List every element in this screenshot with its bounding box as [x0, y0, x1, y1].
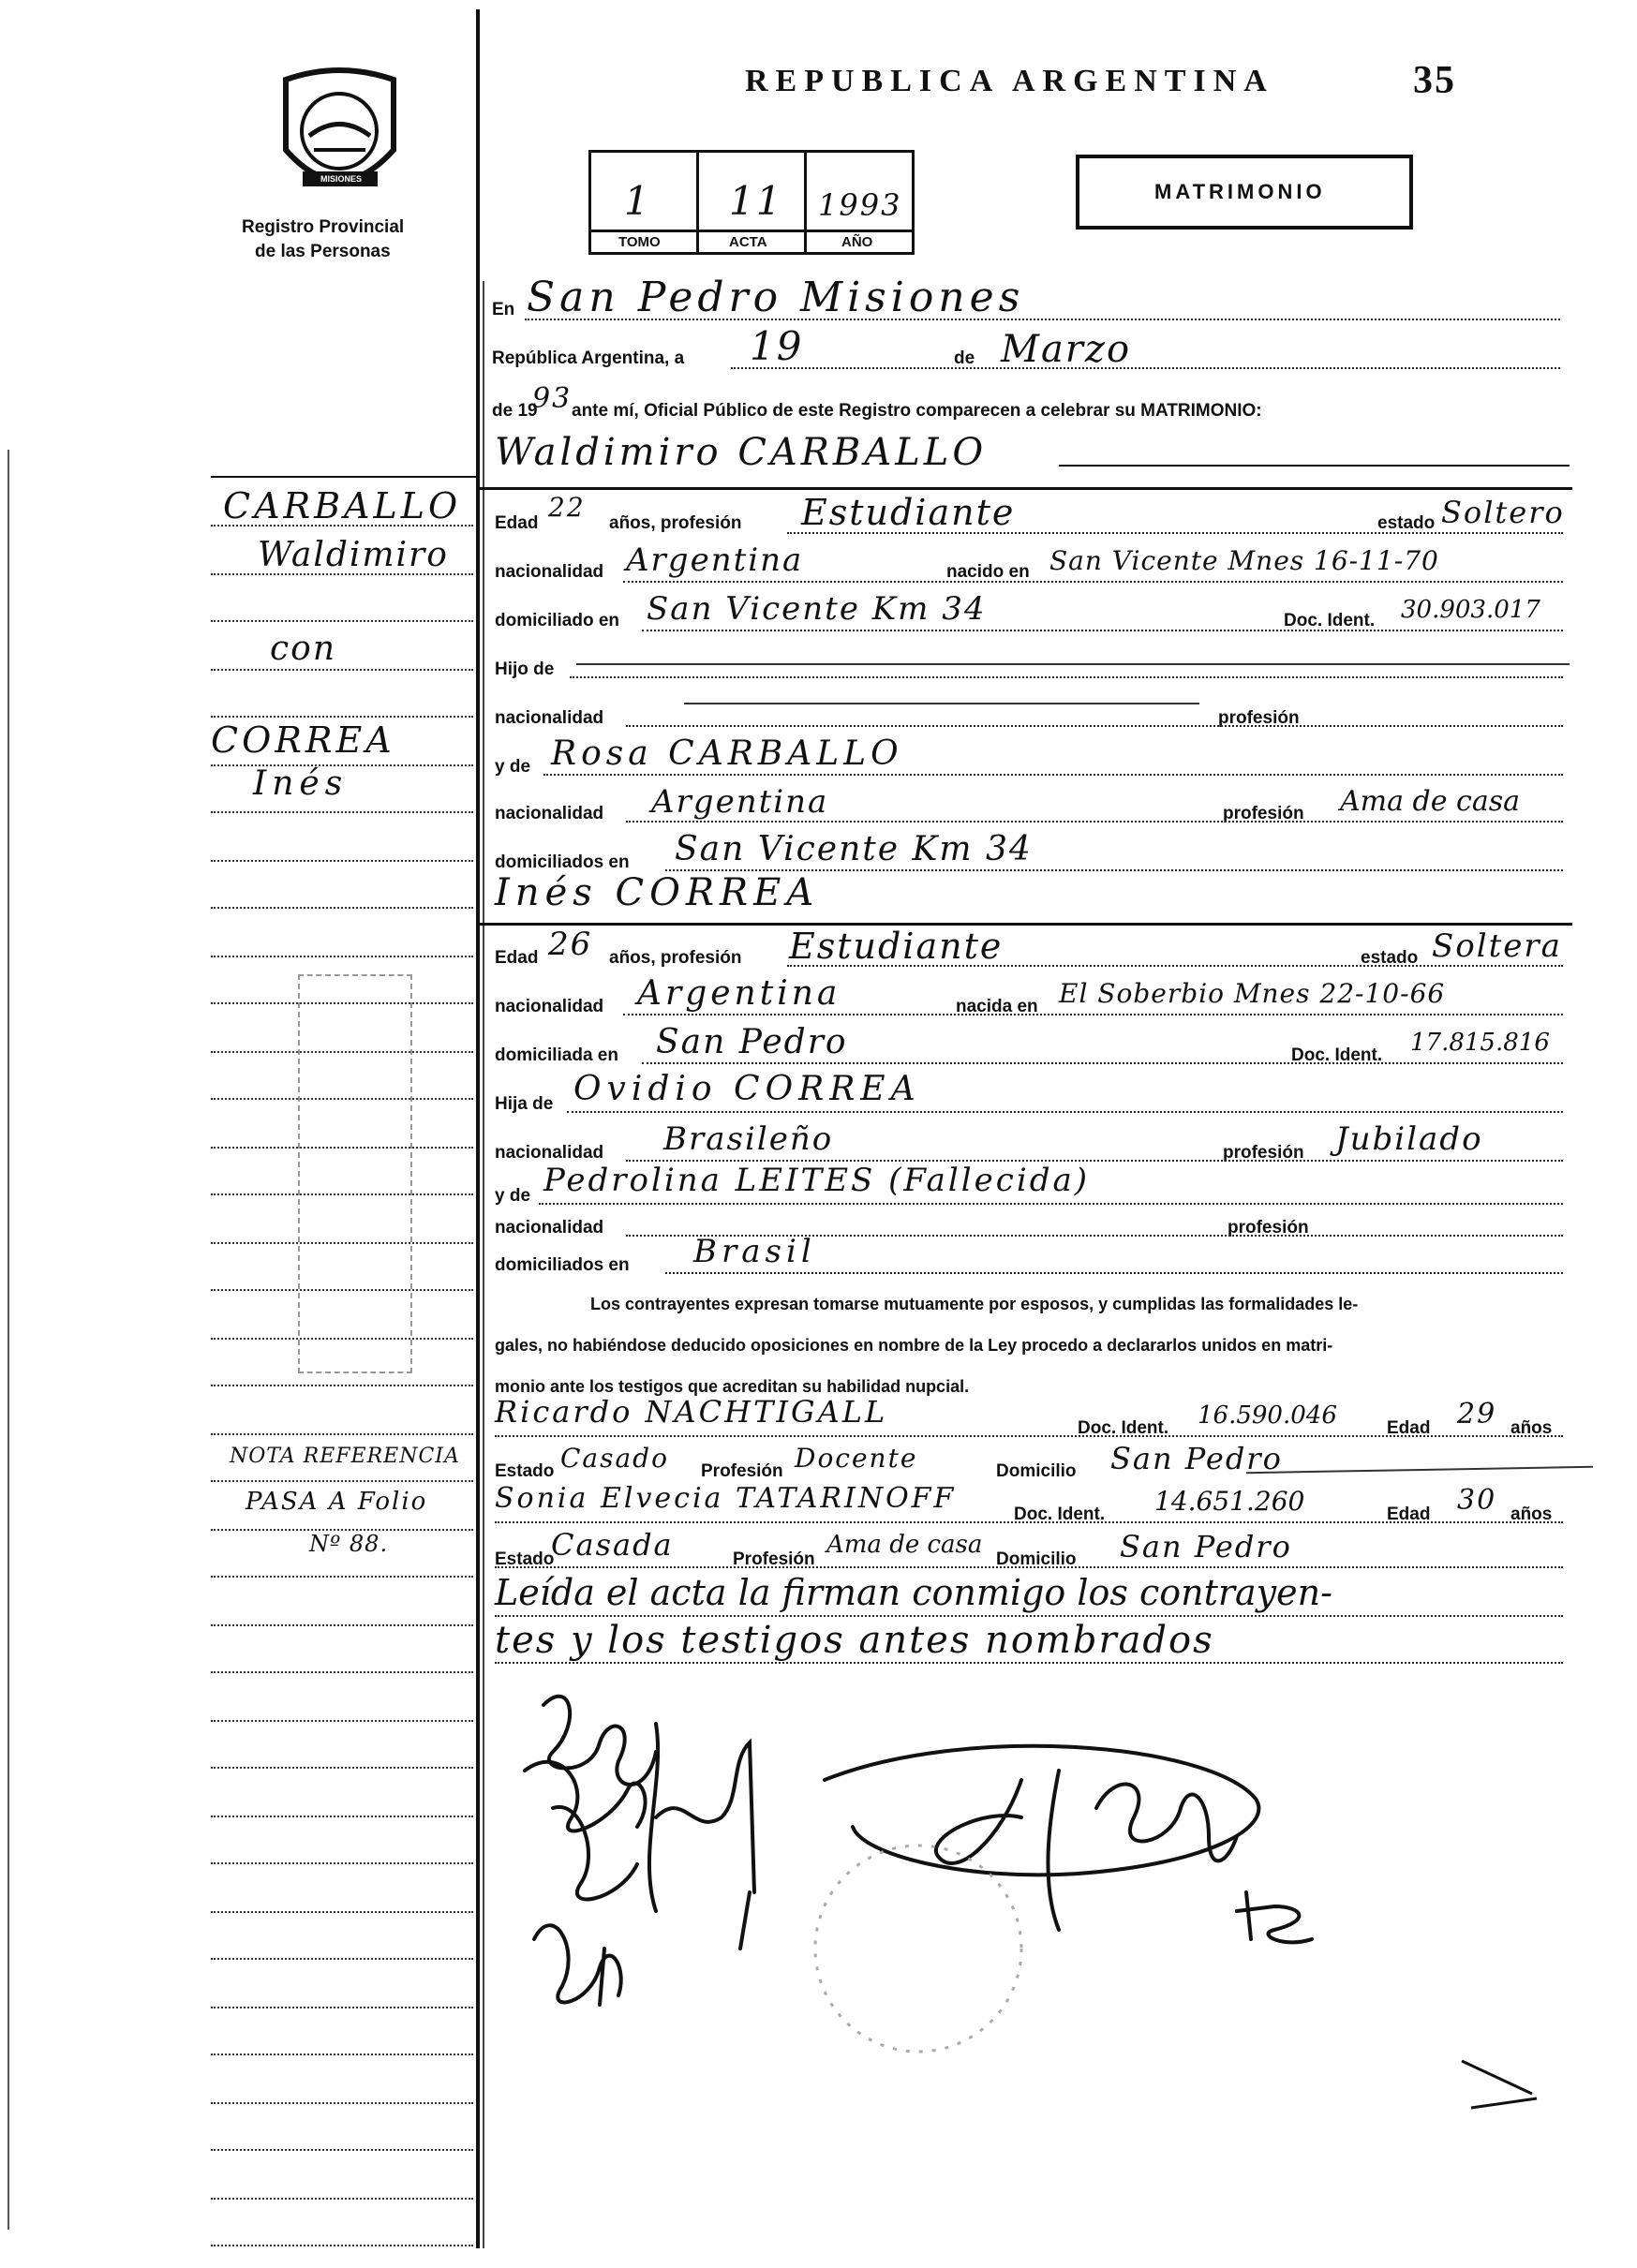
- witness1-domicilio: San Pedro: [1110, 1441, 1283, 1476]
- groom-estado: Soltero: [1441, 495, 1565, 530]
- witness2-prof-label: Profesión: [733, 1549, 815, 1569]
- groom-edad-label: Edad: [495, 513, 539, 533]
- witness1-anos-label: años: [1511, 1418, 1553, 1438]
- declaration-line2: gales, no habiéndose deducido oposiciones en nombre de la Ley procedo a declararlos unidos en matri-: [495, 1336, 1333, 1355]
- margin-line: [211, 907, 473, 909]
- witness2-domicilio: San Pedro: [1120, 1529, 1292, 1564]
- groom-row2-line: [623, 581, 1563, 583]
- bride-dom-label: domiciliada en: [495, 1045, 618, 1065]
- groom-name-line: [1059, 465, 1570, 467]
- bride-nacionalidad: Argentina: [637, 974, 841, 1013]
- republica-label: República Argentina, a: [492, 348, 685, 368]
- groom-nacido: San Vicente Mnes 16-11-70: [1049, 545, 1439, 576]
- margin-line: [211, 669, 473, 671]
- bride-anos-label: años, profesión: [609, 948, 742, 968]
- form-type: MATRIMONIO: [1154, 180, 1326, 203]
- witness2-profesion: Ama de casa: [826, 1531, 983, 1559]
- folio-number: 35: [1413, 59, 1456, 102]
- bride-father-nac-label: nacionalidad: [495, 1143, 604, 1163]
- margin-line: [211, 1911, 473, 1913]
- declaration-line1: Los contrayentes expresan tomarse mutuamente por esposos, y cumplidas las formalidades le-: [590, 1295, 1359, 1313]
- bride-mother-line: [539, 1203, 1563, 1205]
- margin-line: [211, 1624, 473, 1626]
- margin-nota1: NOTA REFERENCIA: [230, 1445, 460, 1468]
- margin-line: [211, 1671, 473, 1673]
- margin-con: con: [270, 630, 337, 668]
- margin-line: [211, 1720, 473, 1722]
- witness2-dom-label: Domicilio: [996, 1549, 1077, 1569]
- groom-nac-label: nacionalidad: [495, 562, 604, 582]
- witness2-anos-label: años: [1511, 1505, 1553, 1524]
- en-label: En: [492, 300, 515, 319]
- groom-section-rule: [476, 487, 1572, 490]
- bride-nacida: El Soberbio Mnes 22-10-66: [1059, 978, 1446, 1009]
- bride-edad-label: Edad: [495, 948, 539, 968]
- day: 19: [750, 323, 804, 369]
- closing-line2: tes y los testigos antes nombrados: [495, 1619, 1214, 1662]
- closing-line2-rule: [495, 1662, 1563, 1664]
- margin-surname1: CARBALLO: [223, 485, 462, 526]
- bride-father-prof: Jubilado: [1335, 1120, 1483, 1158]
- intro-text: ante mí, Oficial Público de este Registro comparecen a celebrar su MATRIMONIO:: [572, 401, 1262, 421]
- year-prefix: de 19: [492, 401, 538, 421]
- witness2-line: [495, 1521, 1563, 1523]
- provincial-seal: [267, 61, 412, 211]
- groom-nacionalidad: Argentina: [626, 541, 804, 579]
- bride-edad: 26: [548, 926, 593, 963]
- bride-nac-label: nacionalidad: [495, 997, 604, 1016]
- margin-name1: Waldimiro: [258, 536, 449, 574]
- groom-dom-label: domiciliado en: [495, 611, 620, 630]
- margin-nota2: PASA A Folio: [246, 1488, 428, 1516]
- groom-parents-dom-label: domiciliados en: [495, 852, 630, 872]
- groom-yde-label: y de: [495, 757, 531, 777]
- witness1-edad: 29: [1457, 1398, 1497, 1430]
- groom-father-line: [626, 725, 1563, 727]
- witness2-edad-label: Edad: [1387, 1505, 1431, 1524]
- groom-father-nac-label: nacionalidad: [495, 708, 604, 728]
- bride-profesion: Estudiante: [789, 926, 1004, 967]
- witness1-estado-label: Estado: [495, 1461, 555, 1481]
- groom-estado-label: estado: [1377, 513, 1436, 533]
- margin-line: [211, 716, 473, 718]
- bride-mother: Pedrolina LEITES (Fallecida): [543, 1162, 1091, 1199]
- registry-line2: de las Personas: [255, 242, 391, 261]
- margin-line: [211, 2245, 473, 2246]
- bride-parents-dom-line: [665, 1272, 1563, 1274]
- country-title: REPUBLICA ARGENTINA: [745, 64, 1274, 98]
- registry-line1: Registro Provincial: [242, 217, 405, 237]
- bride-nacida-label: nacida en: [956, 997, 1038, 1016]
- witness1-edad-label: Edad: [1387, 1418, 1431, 1438]
- groom-parents-dom: San Vicente Km 34: [675, 830, 1033, 868]
- de-label: de: [954, 348, 975, 368]
- groom-edad: 22: [548, 492, 586, 523]
- groom-nacido-label: nacido en: [946, 562, 1030, 582]
- groom-mother-nac-label: nacionalidad: [495, 804, 604, 823]
- place-line: [525, 319, 1560, 320]
- bride-section-rule: [476, 923, 1572, 926]
- witness1-estado: Casado: [560, 1443, 669, 1474]
- margin-line: [211, 956, 473, 957]
- margin-name2: Inés: [253, 764, 349, 803]
- closing-line1: Leída el acta la firman conmigo los contrayen-: [495, 1572, 1332, 1613]
- bride-father-nac: Brasileño: [663, 1120, 834, 1158]
- groom-anos-label: años, profesión: [609, 513, 742, 533]
- bride-father-line: [567, 1111, 1563, 1113]
- margin-line: [211, 1576, 473, 1578]
- margin-divider: [476, 9, 480, 2248]
- witness2-estado: Casada: [551, 1527, 674, 1563]
- acta-value: 11: [729, 178, 783, 224]
- margin-line: [211, 2007, 473, 2009]
- witness1-doc-label: Doc. Ident.: [1078, 1418, 1169, 1438]
- bride-father: Ovidio CORREA: [573, 1070, 921, 1108]
- groom-domicilio: San Vicente Km 34: [647, 590, 987, 628]
- anio-label: AÑO: [841, 234, 873, 250]
- groom-row3-line: [642, 630, 1563, 631]
- bride-mother-nac-label: nacionalidad: [495, 1218, 604, 1238]
- witness1-line2: [1246, 1466, 1593, 1474]
- groom-mother: Rosa CARBALLO: [551, 734, 903, 773]
- margin-line: [211, 2149, 473, 2151]
- margin-line: [211, 1958, 473, 1960]
- bride-name: Inés CORREA: [495, 871, 820, 914]
- margin-line: [211, 620, 473, 622]
- margin-line: [211, 1816, 473, 1817]
- witness2-line2: [495, 1566, 1563, 1568]
- bride-row1-line: [787, 965, 1563, 967]
- margin-divider-inner: [483, 281, 484, 2248]
- groom-father-strike: [684, 703, 1199, 704]
- bride-father-prof-label: profesión: [1223, 1143, 1304, 1163]
- bride-doc-label: Doc. Ident.: [1291, 1045, 1383, 1065]
- groom-doc-label: Doc. Ident.: [1284, 611, 1376, 630]
- bride-parents-dom-label: domiciliados en: [495, 1255, 630, 1275]
- margin-surname2: CORREA: [211, 719, 395, 761]
- bride-parents-dom: Brasil: [693, 1233, 816, 1270]
- place: San Pedro Misiones: [527, 274, 1025, 321]
- anio-value: 1993: [818, 187, 902, 223]
- month: Marzo: [1001, 328, 1132, 371]
- bride-domicilio: San Pedro: [656, 1023, 848, 1061]
- seal-text: MISIONES: [320, 174, 363, 184]
- groom-hijo-label: Hijo de: [495, 660, 555, 679]
- witness1-prof-label: Profesión: [701, 1461, 783, 1481]
- date-line: [731, 367, 1560, 369]
- bride-row2-line: [623, 1014, 1563, 1015]
- groom-mother-nac-line: [626, 821, 1563, 823]
- margin-line: [211, 1385, 473, 1386]
- margin-line: [211, 860, 473, 862]
- groom-hijo-strike: [576, 663, 1570, 665]
- bride-hija-label: Hija de: [495, 1094, 554, 1114]
- groom-profesion: Estudiante: [801, 492, 1016, 533]
- year-suffix: 93: [532, 382, 573, 415]
- declaration-line3: monio ante los testigos que acreditan su habilidad nupcial.: [495, 1377, 970, 1396]
- left-edge-line: [7, 450, 9, 2230]
- margin-line: [211, 811, 473, 813]
- witness2-doc: 14.651.260: [1154, 1486, 1305, 1517]
- witness1-dom-label: Domicilio: [996, 1461, 1077, 1481]
- margin-top-rule: [211, 476, 476, 478]
- margin-nota3: Nº 88.: [309, 1531, 389, 1557]
- groom-hijo-line: [570, 676, 1563, 678]
- witness1-doc: 16.590.046: [1198, 1401, 1337, 1430]
- witness1-line: [495, 1435, 1563, 1437]
- groom-doc: 30.903.017: [1401, 596, 1540, 624]
- witness1-name: Ricardo NACHTIGALL: [495, 1394, 888, 1430]
- bride-row3-line: [642, 1062, 1563, 1064]
- record-box: [588, 150, 915, 255]
- groom-row1-line: [787, 532, 1563, 534]
- witness2-edad: 30: [1457, 1484, 1497, 1517]
- groom-mother-prof-label: profesión: [1223, 804, 1304, 823]
- margin-line: [211, 1862, 473, 1864]
- groom-name: Waldimiro CARBALLO: [495, 431, 988, 474]
- acta-label: ACTA: [729, 234, 767, 250]
- margin-stamp: [298, 974, 412, 1373]
- groom-mother-nac: Argentina: [651, 783, 829, 821]
- witness2-estado-label: Estado: [495, 1549, 555, 1569]
- margin-line: [211, 2198, 473, 2200]
- groom-mother-prof: Ama de casa: [1340, 785, 1520, 818]
- margin-line: [211, 1767, 473, 1769]
- margin-line: [211, 1480, 473, 1482]
- groom-father-prof-label: profesión: [1218, 708, 1300, 728]
- bride-estado: Soltera: [1432, 927, 1562, 965]
- signatures: [497, 1668, 1574, 2117]
- margin-line: [211, 2053, 473, 2055]
- witness2-name: Sonia Elvecia TATARINOFF: [495, 1482, 957, 1515]
- bride-mother-prof-label: profesión: [1228, 1218, 1309, 1238]
- bride-yde-label: y de: [495, 1186, 531, 1206]
- tomo-label: TOMO: [618, 234, 661, 250]
- bride-doc: 17.815.816: [1410, 1029, 1550, 1057]
- witness1-profesion: Docente: [795, 1443, 918, 1474]
- closing-line1-rule: [495, 1615, 1563, 1617]
- groom-mother-line: [543, 774, 1563, 776]
- witness2-doc-label: Doc. Ident.: [1014, 1505, 1106, 1524]
- tomo-value: 1: [624, 178, 651, 224]
- margin-line: [211, 1433, 473, 1435]
- bride-estado-label: estado: [1361, 948, 1419, 968]
- margin-line: [211, 2102, 473, 2104]
